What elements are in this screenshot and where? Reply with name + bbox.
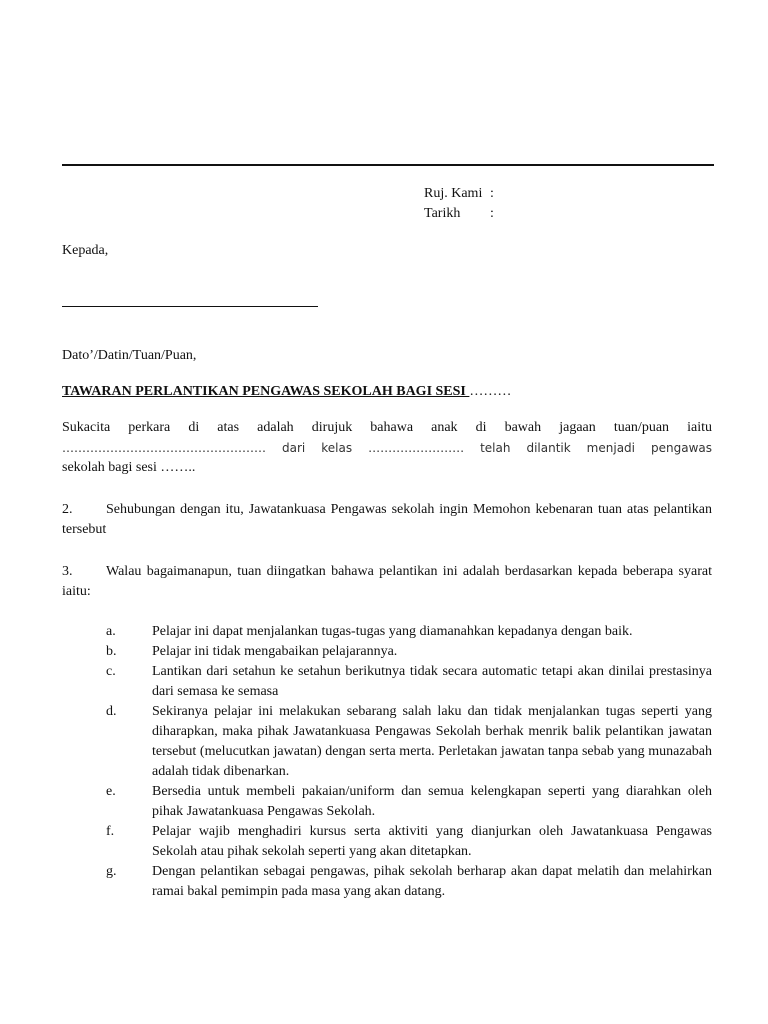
conditions-list <box>62 622 712 902</box>
list-item-text: Dengan pelantikan sebagai pengawas, pihak sekolah berharap akan dapat melatih dan melahirkan ramai bakal pemimpin pada masa yang akan datang. <box>152 864 712 899</box>
list-item <box>62 702 712 782</box>
paragraph-3-number: 3. <box>62 564 73 579</box>
recipient-address-blank <box>62 306 318 307</box>
paragraph-1 <box>62 418 712 478</box>
recipient-label: Kepada, <box>62 243 109 258</box>
list-item <box>62 642 712 662</box>
list-item <box>62 822 712 862</box>
header-divider <box>62 164 714 166</box>
paragraph-3 <box>62 562 712 602</box>
list-item-text: Pelajar wajib menghadiri kursus serta aktiviti yang dianjurkan oleh Jawatankuasa Pengawas Sekolah atau pihak sekolah seperti yang akan ditetapkan. <box>152 824 712 859</box>
list-item-letter: f. <box>106 824 115 839</box>
list-item-letter: e. <box>106 784 116 799</box>
list-item-letter: b. <box>106 644 117 659</box>
list-item <box>62 622 712 642</box>
subject-line <box>62 382 511 402</box>
list-item-text: Lantikan dari setahun ke setahun berikutnya tidak secara automatic tetapi akan dinilai prestasinya dari semasa ke semasa <box>152 664 712 699</box>
list-item-letter: a. <box>106 624 116 639</box>
list-item-letter: c. <box>106 664 116 679</box>
paragraph-1-line-1: Sukacita perkara di atas adalah dirujuk bahawa anak di bawah jagaan tuan/puan iaitu <box>62 420 712 435</box>
paragraph-2-text: Sehubungan dengan itu, Jawatankuasa Pengawas sekolah ingin Memohon kebenaran tuan atas pelantikan tersebut <box>62 502 712 537</box>
date-label: Tarikh <box>424 206 461 221</box>
list-item-text: Sekiranya pelajar ini melakukan sebarang salah laku dan tidak menjalankan tugas seperti yang diharapkan, maka pihak Jawatankuasa Pengawas Sekolah berhak menrik balik pelantikan jawatan tersebut (melucutkan jawatan) dengan serta merta. Perletakan jawatan tanpa sebab yang munazabah adalah tidak dibenarkan. <box>152 704 712 779</box>
paragraph-3-text: Walau bagaimanapun, tuan diingatkan bahawa pelantikan ini adalah berdasarkan kepada beberapa syarat iaitu: <box>62 564 712 599</box>
salutation: Dato’/Datin/Tuan/Puan, <box>62 348 197 363</box>
paragraph-2 <box>62 500 712 540</box>
date-line <box>424 204 494 224</box>
list-item-letter: g. <box>106 864 117 879</box>
subject-trailing-dots: ……… <box>469 384 512 399</box>
ref-number-line <box>424 184 494 204</box>
list-item-text: Bersedia untuk membeli pakaian/uniform dan semua kelengkapan seperti yang diarahkan oleh pihak Jawatankuasa Pengawas Sekolah. <box>152 784 712 819</box>
paragraph-2-number: 2. <box>62 502 73 517</box>
list-item <box>62 782 712 822</box>
paragraph-1-line-2: …………………………………………… dari kelas …………………… telah dilantik menjadi pengawas <box>62 441 712 455</box>
list-item-text: Pelajar ini dapat menjalankan tugas-tugas yang diamanahkan kepadanya dengan baik. <box>152 624 633 639</box>
list-item <box>62 662 712 702</box>
list-item <box>62 862 712 902</box>
subject-text: TAWARAN PERLANTIKAN PENGAWAS SEKOLAH BAGI SESI <box>62 384 470 399</box>
date-separator: : <box>490 206 494 221</box>
reference-block <box>424 184 494 224</box>
paragraph-1-line-3: sekolah bagi sesi …….. <box>62 460 196 475</box>
ref-label: Ruj. Kami <box>424 186 483 201</box>
ref-separator: : <box>490 186 494 201</box>
list-item-letter: d. <box>106 704 117 719</box>
list-item-text: Pelajar ini tidak mengabaikan pelajarannya. <box>152 644 398 659</box>
